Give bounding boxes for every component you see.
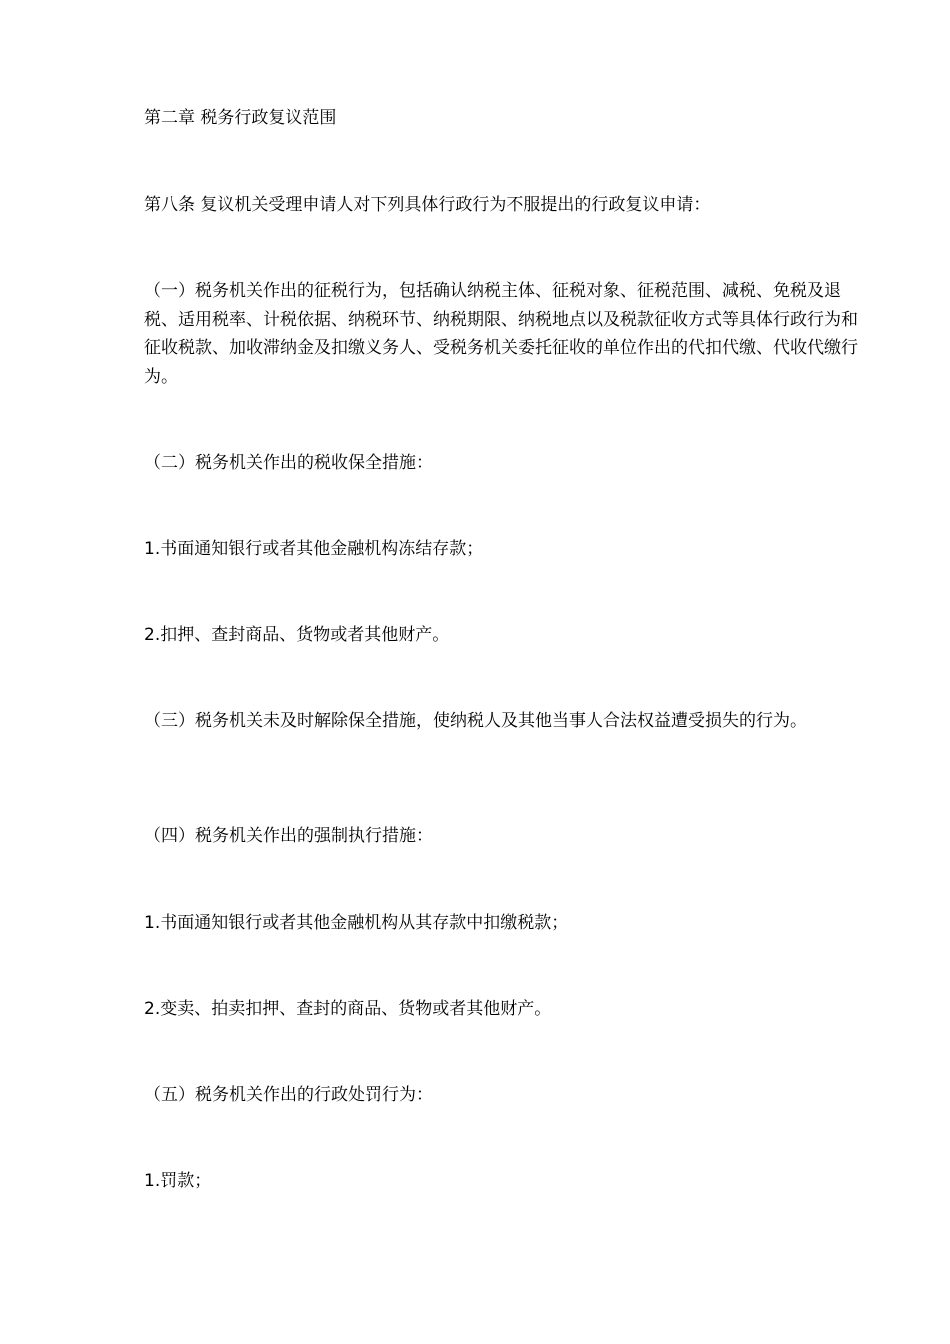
chapter-heading: 第二章 税务行政复议范围 bbox=[144, 108, 337, 128]
item-4-sub-2: 2.变卖、拍卖扣押、查封的商品、货物或者其他财产。 bbox=[144, 999, 552, 1019]
item-4-sub-1: 1.书面通知银行或者其他金融机构从其存款中扣缴税款； bbox=[144, 913, 569, 933]
item-4-paragraph: （四）税务机关作出的强制执行措施： bbox=[144, 826, 433, 846]
item-5-paragraph: （五）税务机关作出的行政处罚行为： bbox=[144, 1085, 433, 1105]
item-1-paragraph: （一）税务机关作出的征税行为，包括确认纳税主体、征税对象、征税范围、减税、免税及退税、适用税率、计税依据、纳税环节、纳税期限、纳税地点以及税款征收方式等具体行政行为和征收税款、加收滞纳金及扣缴义务人、受税务机关委托征收的单位作出的代扣代缴、代收代缴行为。 bbox=[144, 281, 858, 387]
item-5-sub-1: 1.罚款； bbox=[144, 1171, 212, 1191]
article-8-paragraph: 第八条 复议机关受理申请人对下列具体行政行为不服提出的行政复议申请： bbox=[144, 195, 711, 215]
item-3-paragraph: （三）税务机关未及时解除保全措施，使纳税人及其他当事人合法权益遭受损失的行为。 bbox=[144, 711, 807, 731]
item-2-sub-1: 1.书面通知银行或者其他金融机构冻结存款； bbox=[144, 539, 484, 559]
item-2-paragraph: （二）税务机关作出的税收保全措施： bbox=[144, 453, 433, 473]
item-2-sub-2: 2.扣押、查封商品、货物或者其他财产。 bbox=[144, 625, 450, 645]
